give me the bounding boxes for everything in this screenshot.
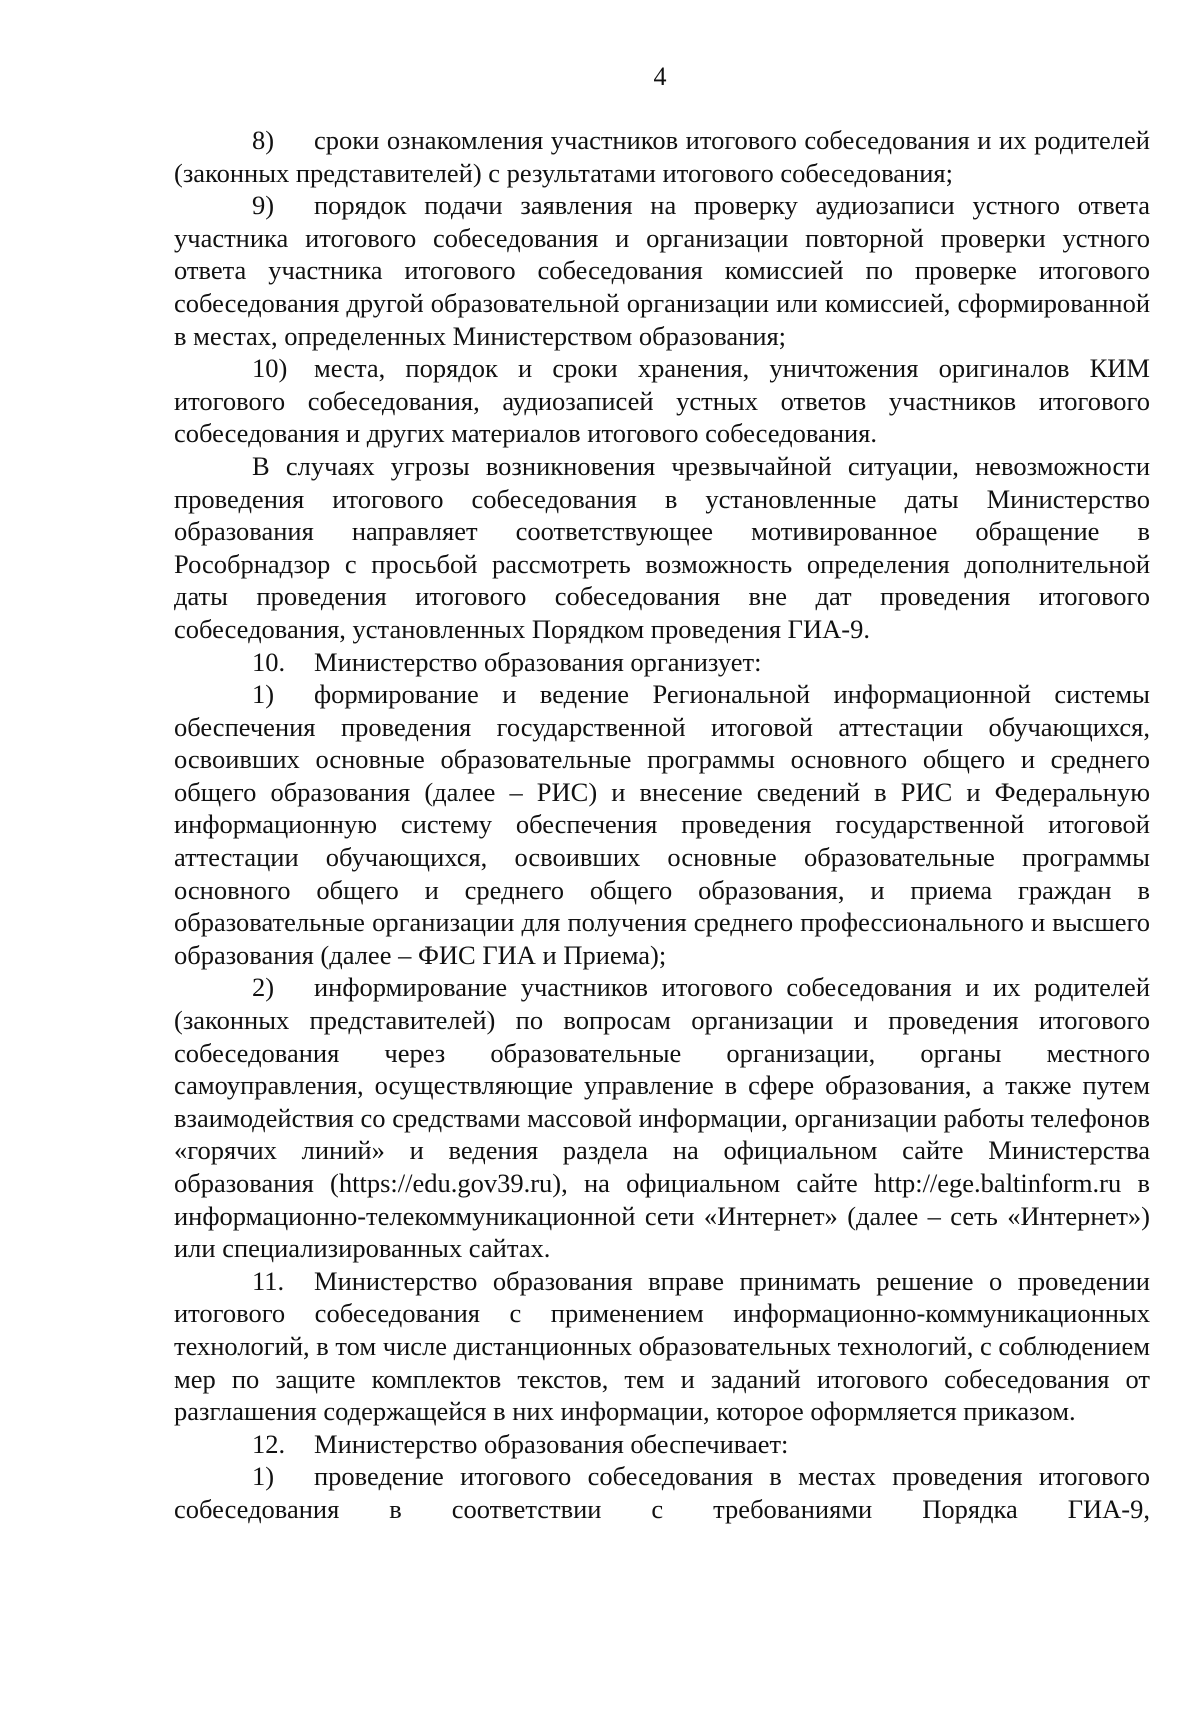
paragraph-emergency bbox=[174, 450, 1150, 646]
section-12-heading bbox=[174, 1428, 1150, 1461]
paragraph-number: 2) bbox=[252, 972, 275, 1003]
paragraph-item-9 bbox=[174, 189, 1150, 352]
paragraph-text: места, порядок и сроки хранения, уничтожения оригиналов КИМ итогового собеседования, аудиозаписей устных ответов участников итогового собеседования и других материалов итогового собеседования. bbox=[174, 353, 1150, 449]
section-11 bbox=[174, 1265, 1150, 1428]
document-body bbox=[174, 124, 1150, 1526]
paragraph-text: Министерство образования обеспечивает: bbox=[314, 1428, 789, 1459]
paragraph-text: формирование и ведение Региональной информационной системы обеспечения проведения государственной итоговой аттестации обучающихся, освоивших основные образовательные программы основного общего и среднего общего образования (далее – РИС) и внесение сведений в РИС и Федеральную информационную систему обеспечения проведения государственной итоговой аттестации обучающихся, освоивших основные образовательные программы основного общего и среднего общего образования, и приема граждан в образовательные организации для получения среднего профессионального и высшего образования (далее – ФИС ГИА и Приема); bbox=[174, 679, 1150, 970]
paragraph-text: Министерство образования вправе принимать решение о проведении итогового собеседования с применением информационно-коммуникационных технологий, в том числе дистанционных образовательных технологий, с соблюдением мер по защите комплектов текстов, тем и заданий итогового собеседования от разглашения содержащейся в них информации, которое оформляется приказом. bbox=[174, 1265, 1150, 1427]
paragraph-text: Министерство образования организует: bbox=[314, 646, 762, 677]
paragraph-item-8 bbox=[174, 124, 1150, 189]
paragraph-number: 10) bbox=[252, 353, 288, 384]
section-number: 11. bbox=[252, 1265, 285, 1296]
section-number: 12. bbox=[252, 1428, 286, 1459]
paragraph-number: 1) bbox=[252, 1461, 275, 1492]
paragraph-text: порядок подачи заявления на проверку аудиозаписи устного ответа участника итогового собеседования и организации повторной проверки устного ответа участника итогового собеседования комиссией по проверке итогового собеседования другой образовательной организации или комиссией, сформированной в местах, определенных Министерством образования; bbox=[174, 190, 1150, 351]
paragraph-text: информирование участников итогового собеседования и их родителей (законных представителей) по вопросам организации и проведения итогового собеседования через образовательные организации, органы местного самоуправления, осуществляющие управление в сфере образования, а также путем взаимодействия со средствами массовой информации, организации работы телефонов «горячих линий» и ведения раздела на официальном сайте Министерства образования (https://edu.gov39.ru), на официальном сайте http://ege.baltinform.ru в информационно-телекоммуникационной сети «Интернет» (далее – сеть «Интернет») или специализированных сайтах. bbox=[174, 972, 1150, 1264]
paragraph-number: 8) bbox=[252, 125, 275, 155]
paragraph-item-10 bbox=[174, 352, 1150, 450]
paragraph-number: 1) bbox=[252, 679, 275, 710]
page-number: 4 bbox=[653, 62, 667, 91]
section-number: 10. bbox=[252, 646, 286, 677]
section-12-item-1 bbox=[174, 1460, 1150, 1525]
section-10-heading bbox=[174, 646, 1150, 679]
section-10-item-2 bbox=[174, 971, 1150, 1264]
section-10-item-1 bbox=[174, 678, 1150, 971]
paragraph-text: В случаях угрозы возникновения чрезвычайной ситуации, невозможности проведения итогового собеседования в установленные даты Министерство образования направляет соответствующее мотивированное обращение в Рособрнадзор с просьбой рассмотреть возможность определения дополнительной даты проведения итогового собеседования вне дат проведения итогового собеседования, установленных Порядком проведения ГИА-9. bbox=[174, 450, 1150, 644]
paragraph-text: сроки ознакомления участников итогового собеседования и их родителей (законных представителей) с результатами итогового собеседования; bbox=[174, 125, 1150, 188]
paragraph-text: проведение итогового собеседования в местах проведения итогового собеседования в соответствии с требованиями Порядка ГИА-9, bbox=[174, 1461, 1150, 1524]
paragraph-number: 9) bbox=[252, 190, 275, 221]
